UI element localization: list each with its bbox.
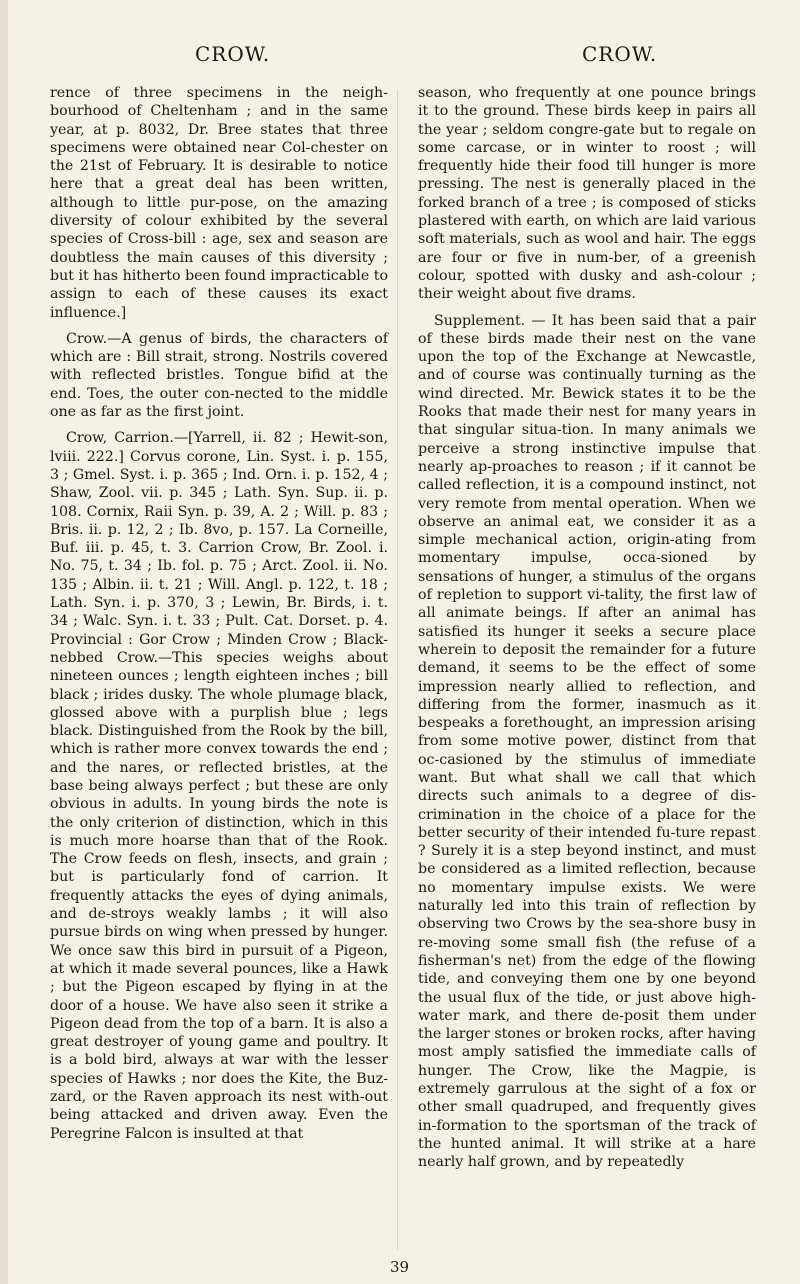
running-head-right: CROW. <box>582 42 658 66</box>
paragraph-season-continuation: season, who frequently at one pounce brings it to the ground. These birds keep in pairs all the year ; seldom congre-gate but to regale on some carcase, or in winter to roost ; will frequently hide their food till hunger is more pressing. The nest is generally placed in the forked branch of a tree ; is composed of sticks plastered with earth, on which are laid various soft materials, such as wool and hair. The eggs are four or five in num-ber, of a greenish colour, spotted with dusky and ash-colour ; their weight about five drams. <box>418 85 756 303</box>
left-column <box>50 84 388 1151</box>
running-head-left: CROW. <box>195 42 271 66</box>
paragraph-carrion-crow: Crow, Carrion.—[Yarrell, ii. 82 ; Hewit-son, lviii. 222.] Corvus corone, Lin. Syst. i. p. 155, 3 ; Gmel. Syst. i. p. 365 ; Ind. Orn. i. p. 152, 4 ; Shaw, Zool. vii. p. 345 ; Lath. Syn. Sup. ii. p. 108. Cornix, Raii Syn. p. 39, A. 2 ; Will. p. 83 ; Bris. ii. p. 12, 2 ; Ib. 8vo, p. 157. La Corneille, Buf. iii. p. 45, t. 3. Carrion Crow, Br. Zool. i. No. 75, t. 34 ; Ib. fol. p. 75 ; Arct. Zool. ii. No. 135 ; Albin. ii. t. 21 ; Will. Angl. p. 122, t. 18 ; Lath. Syn. i. p. 370, 3 ; Lewin, Br. Birds, i. t. 34 ; Walc. Syn. i. t. 33 ; Pult. Cat. Dorset. p. 4. Provincial : Gor Crow ; Minden Crow ; Black-nebbed Crow.—This species weighs about nineteen ounces ; length eighteen inches ; bill black ; irides dusky. The whole plumage black, glossed above with a purplish blue ; legs black. Distinguished from the Rook by the bill, which is rather more convex towards the end ; and the nares, or reflected bristles, at the base being always perfect ; but these are only obvious in adults. In young birds the note is the only criterion of distinction, which in this is much more hoarse than that of the Rook. The Crow feeds on flesh, insects, and grain ; but is particularly fond of carrion. It frequently attacks the eyes of dying animals, and de-stroys weakly lambs ; it will also pursue birds on wing when pressed by hunger. We once saw this bird in pursuit of a Pigeon, at which it made several pounces, like a Hawk ; but the Pigeon escaped by flying in at the door of a house. We have also seen it strike a Pigeon dead from the top of a barn. It is also a great destroyer of young game and poultry. It is a bold bird, always at war with the lesser species of Hawks ; nor does the Kite, the Buz-zard, or the Raven approach its nest with-out being attacked and driven away. Even the Peregrine Falcon is insulted at that <box>50 430 388 1142</box>
column-gutter <box>397 90 398 1250</box>
paragraph-supplement: Supplement. — It has been said that a pair of these birds made their nest on the vane upon the top of the Exchange at Newcastle, and of course was continually turning as the wind directed. Mr. Bewick states it to be the Rooks that made their nest for many years in that singular situa-tion. In many animals we perceive a strong instinctive impulse that nearly ap-proaches to reason ; if it cannot be called reflection, it is a compound instinct, not very remote from mental operation. When we observe an animal eat, we consider it as a simple mechanical action, origin-ating from momentary impulse, occa-sioned by sensations of hunger, a stimulus of the organs of repletion to support vi-tality, the first law of all animate beings. If after an animal has satisfied its hunger it seeks a secure place wherein to deposit the remainder for a future demand, it seems to be the effect of some impression nearly allied to reflection, and differing from the former, inasmuch as it bespeaks a forethought, an impression arising from some motive power, distinct from that oc-casioned by the stimulus of immediate want. But what shall we call that which directs such animals to a degree of dis-crimination in the choice of a place for the better security of their intended fu-ture repast ? Surely it is a step beyond instinct, and must be considered as a limited reflection, because no momentary impulse exists. We were naturally led into this train of reflection by observing two Crows by the sea-shore busy in re-moving some small fish (the refuse of a fisherman's net) from the edge of the flowing tide, and conveying them one by one beyond the usual flux of the tide, or just above high-water mark, and there de-posit them under the larger stones or broken rocks, after having most amply satisfied the immediate calls of hunger. The Crow, like the Magpie, is extremely garrulous at the sight of a fox or other small quadruped, and frequently gives in-formation to the sportsman of the track of the hunted animal. It will strike at a hare nearly half grown, and by repeatedly <box>418 312 756 1171</box>
page-number: 39 <box>390 1258 410 1276</box>
paragraph-crow-genus: Crow.—A genus of birds, the characters of which are : Bill strait, strong. Nostrils covered with reflected bristles. Tongue bifid at the end. Toes, the outer con-nected to the middle one as far as the first joint. <box>50 330 388 421</box>
right-column <box>418 84 756 1180</box>
paragraph-crossbill-continuation: rence of three specimens in the neigh-bourhood of Cheltenham ; and in the same year, at p. 8032, Dr. Bree states that three specimens were obtained near Col-chester on the 21st of February. It is desirable to notice here that a great deal has been written, although to little pur-pose, on the amazing diversity of colour exhibited by the several species of Cross-bill : age, sex and season are doubtless the main causes of this diversity ; but it has hitherto been found impracticable to assign to each of these causes its exact influence.] <box>50 85 388 321</box>
page-edge-shadow <box>0 0 8 1284</box>
